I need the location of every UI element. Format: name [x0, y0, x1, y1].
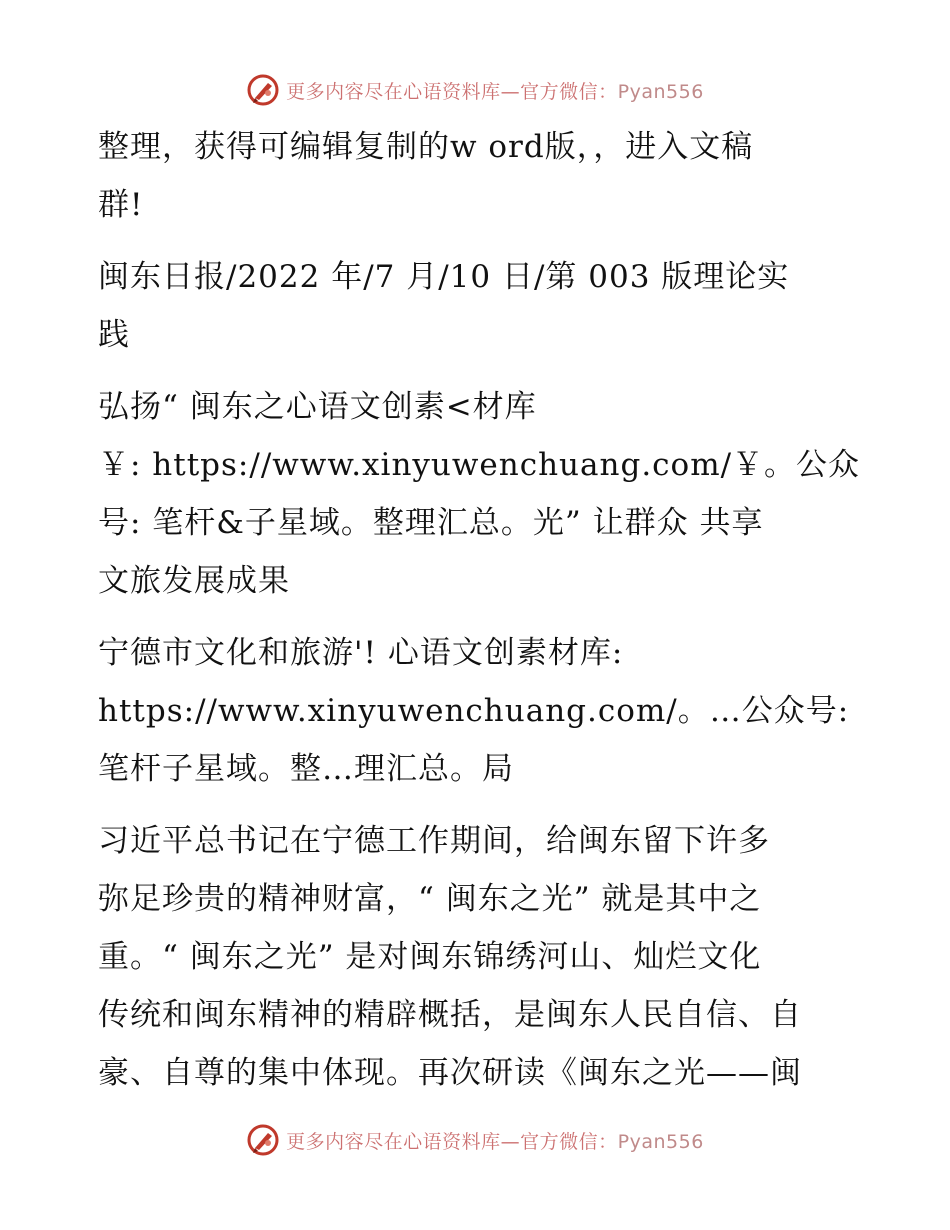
- text-line: 习近平总书记在宁德工作期间，给闽东留下许多: [98, 823, 770, 859]
- text-line: ￥: https://www.xinyuwenchuang.com/￥。公众: [98, 447, 861, 483]
- paragraph-3: [98, 378, 861, 610]
- header-banner-wechat: Pyan556: [617, 80, 704, 103]
- text-line: 弥足珍贵的精神财富，“ 闽东之光” 就是其中之: [98, 881, 762, 917]
- paragraph-5: [98, 812, 858, 1102]
- footer-banner-wechat: Pyan556: [617, 1130, 704, 1153]
- text-line: 重。“ 闽东之光” 是对闽东锦绣河山、灿烂文化: [98, 939, 762, 975]
- paragraph-2: [98, 248, 858, 364]
- text-line: 践: [98, 317, 130, 353]
- document-body: [98, 118, 861, 1102]
- text-line: 豪、自尊的集中体现。再次研读《闽东之光——闽: [98, 1055, 802, 1091]
- text-line: 号: 笔杆&子星域。整理汇总。光” 让群众 共享: [98, 505, 764, 541]
- header-banner-inner: [246, 73, 704, 107]
- paragraph-4: [98, 624, 858, 798]
- text-line: 宁德市文化和旅游'! 心语文创素材库:: [98, 635, 624, 671]
- header-banner-label: 更多内容尽在心语资料库—官方微信：: [286, 80, 618, 103]
- text-line: 群!: [98, 187, 144, 223]
- pen-seal-icon: [246, 73, 280, 107]
- footer-banner-inner: [246, 1123, 704, 1157]
- text-line: 文旅发展成果: [98, 563, 290, 599]
- text-line: 笔杆子星域。整…理汇总。局: [98, 751, 514, 787]
- header-banner: [0, 70, 950, 110]
- text-line: 闽东日报/2022 年/7 月/10 日/第 003 版理论实: [98, 259, 790, 295]
- header-banner-text: [286, 77, 704, 104]
- footer-banner: [0, 1120, 950, 1160]
- text-line: 整理，获得可编辑复制的w ord版，，进入文稿: [98, 129, 754, 165]
- paragraph-1: [98, 118, 858, 234]
- pen-seal-icon: [246, 1123, 280, 1157]
- text-line: https://www.xinyuwenchuang.com/。…公众号:: [98, 693, 850, 729]
- text-line: 传统和闽东精神的精辟概括，是闽东人民自信、自: [98, 997, 802, 1033]
- footer-banner-label: 更多内容尽在心语资料库—官方微信：: [286, 1130, 618, 1153]
- text-line: 弘扬“ 闽东之心语文创素<材库: [98, 389, 537, 425]
- footer-banner-text: [286, 1127, 704, 1154]
